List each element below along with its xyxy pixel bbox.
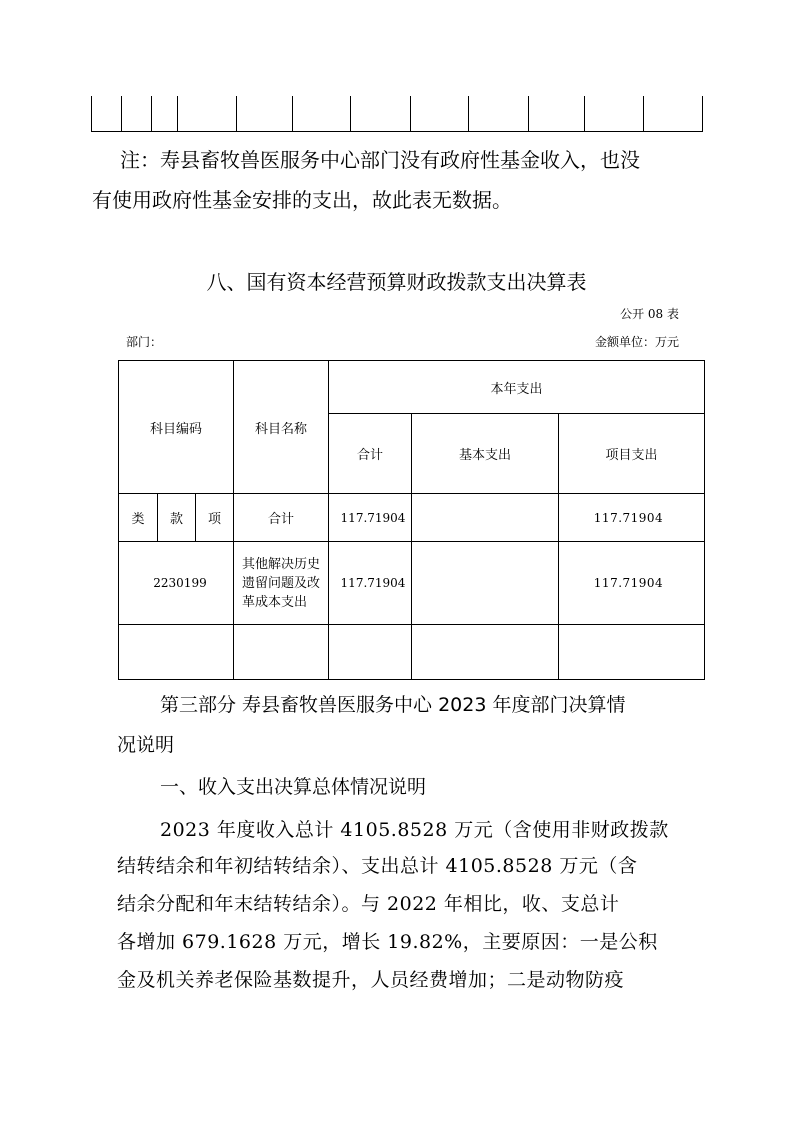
sub-header-section: 款 [158,494,196,542]
row-code: 2230199 [119,542,234,625]
header-current-year: 本年支出 [329,361,705,414]
part3-title-line-2: 况说明 [117,734,175,756]
row-project: 117.71904 [559,542,705,625]
sub-header-class: 类 [119,494,158,542]
body-line-1: 2023 年度收入总计 4105.8528 万元（含使用非财政拨款 [160,819,669,841]
total-row-project: 117.71904 [559,494,705,542]
body-line-5: 金及机关养老保险基数提升，人员经费增加；二是动物防疫 [117,969,625,991]
body-line-3: 结余分配和年末结转结余）。与 2022 年相比，收、支总计 [117,893,620,915]
section-title: 八、国有资本经营预算财政拨款支出决算表 [206,270,587,294]
body-line-2: 结转结余和年初结转结余）、支出总计 4105.8528 万元（含 [117,855,638,877]
body-line-4: 各增加 679.1628 万元，增长 19.82%，主要原因：一是公积 [117,931,658,953]
header-basic: 基本支出 [412,414,559,494]
department-label: 部门： [126,335,163,349]
header-subject-code: 科目编码 [119,361,234,494]
row-total: 117.71904 [329,542,412,625]
previous-table-stub [91,96,703,132]
table-row [119,542,705,625]
note-line-2: 有使用政府性基金安排的支出，故此表无数据。 [92,188,512,212]
header-total: 合计 [329,414,412,494]
capital-budget-table [118,360,705,680]
form-number: 公开 08 表 [620,307,679,321]
part3-subtitle: 一、收入支出决算总体情况说明 [160,776,427,798]
empty-row [119,625,705,680]
part3-title-line-1: 第三部分 寿县畜牧兽医服务中心 2023 年度部门决算情 [160,694,626,716]
sub-header-item: 项 [196,494,234,542]
note-line-1: 注：寿县畜牧兽医服务中心部门没有政府性基金收入，也没 [120,148,640,172]
header-project: 项目支出 [559,414,705,494]
total-row-basic [412,494,559,542]
total-row-label: 合计 [234,494,329,542]
row-basic [412,542,559,625]
total-row-total: 117.71904 [329,494,412,542]
header-subject-name: 科目名称 [234,361,329,494]
unit-label: 金额单位：万元 [594,335,679,349]
row-name: 其他解决历史遗留问题及改革成本支出 [234,542,329,625]
